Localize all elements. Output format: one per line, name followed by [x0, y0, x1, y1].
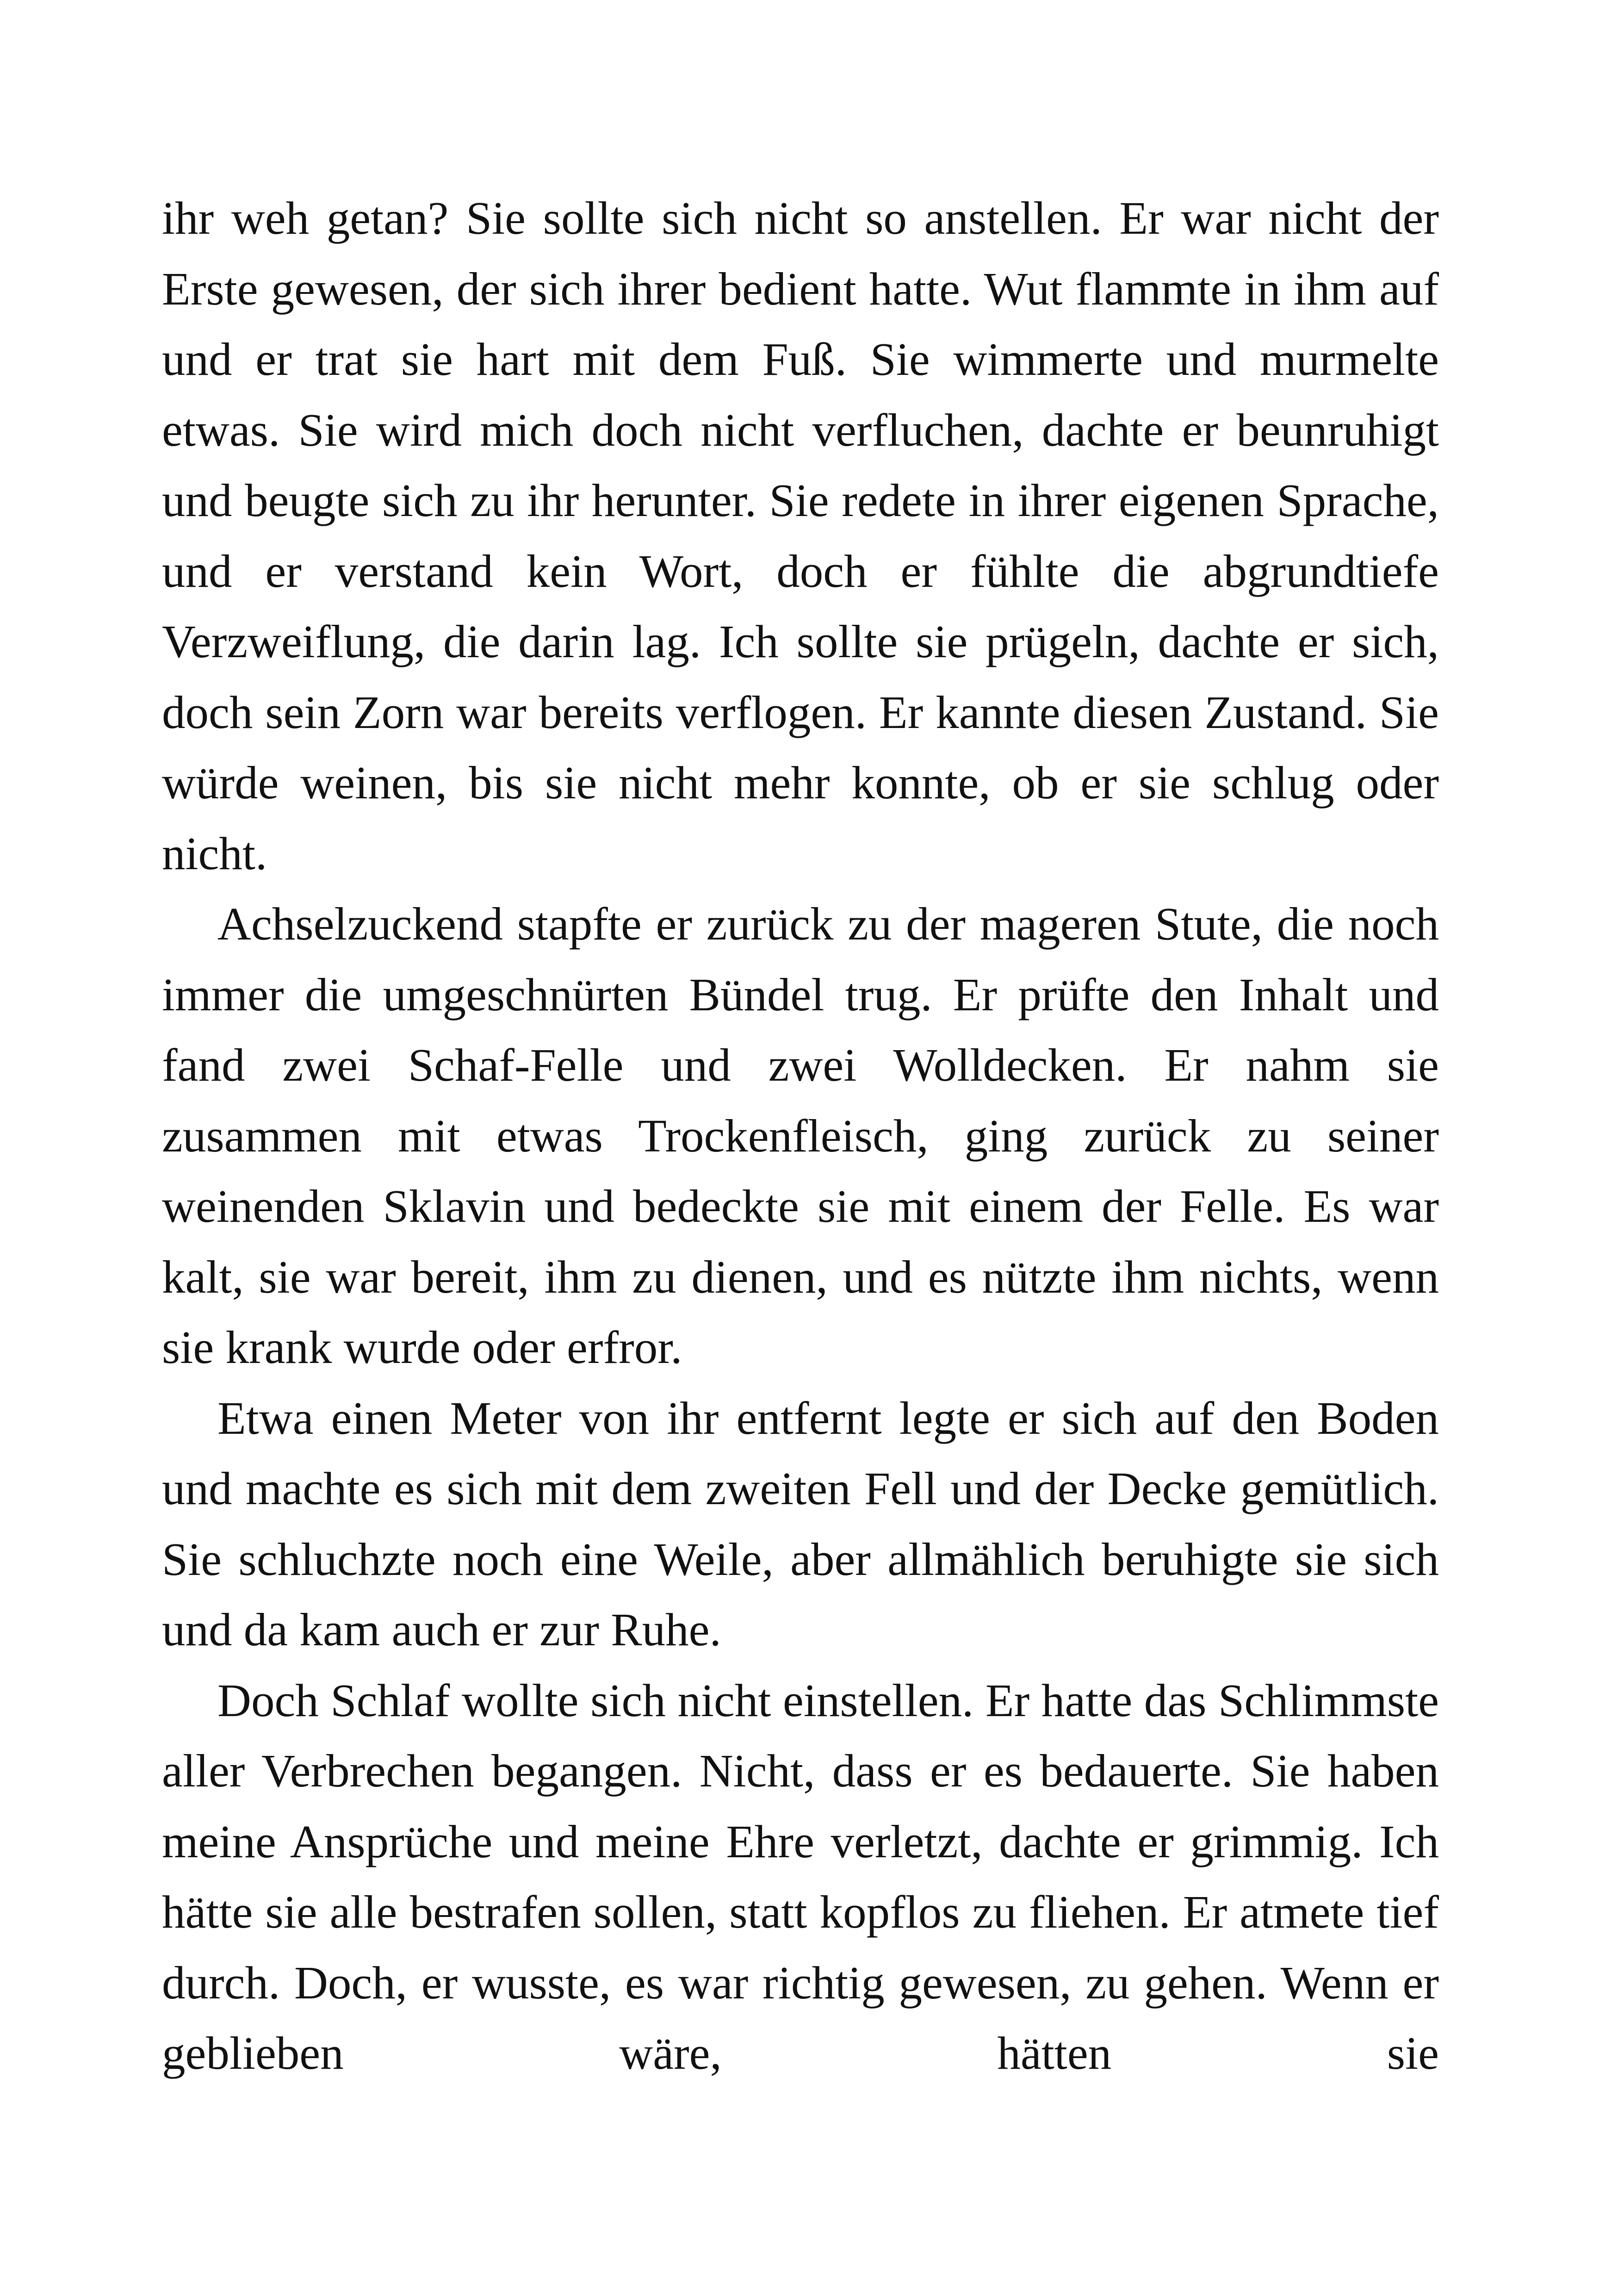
paragraph-3: Etwa einen Meter von ihr entfernt legte er sich auf den Boden und machte es sich mit dem zweiten Fell und der Decke gemütlich. Sie schluchzte noch eine Weile, aber allmählich beruhigte sie sich und da kam auch er zur Ruhe.: [162, 1392, 1439, 1655]
paragraph-2: Achselzuckend stapfte er zurück zu der mageren Stute, die noch immer die umgeschnürten Bündel trug. Er prüfte den Inhalt und fand zwei Schaf-Felle und zwei Wolldecken. Er nahm sie zusammen mit etwas Trockenfleisch, ging zurück zu seiner weinenden Sklavin und bedeckte sie mit einem der Felle. Es war kalt, sie war bereit, ihm zu dienen, und es nützte ihm nichts, wenn sie krank wurde oder erfror.: [162, 898, 1439, 1373]
paragraph-4: Doch Schlaf wollte sich nicht einstellen. Er hatte das Schlimmste aller Verbrechen begangen. Nicht, dass er es bedauerte. Sie haben meine Ansprüche und meine Ehre verletzt, dachte er grimmig. Ich hätte sie alle bestrafen sollen, statt kopflos zu fliehen. Er atmete tief durch. Doch, er wusste, es war richtig gewesen, zu gehen. Wenn er geblieben wäre, hätten sie: [162, 1674, 1439, 2079]
paragraph-1: ihr weh getan? Sie sollte sich nicht so anstellen. Er war nicht der Erste gewesen, der sich ihrer bedient hatte. Wut flammte in ihm auf und er trat sie hart mit dem Fuß. Sie wimmerte und murmelte etwas. Sie wird mich doch nicht verfluchen, dachte er beunruhigt und beugte sich zu ihr herunter. Sie redete in ihrer eigenen Sprache, und er verstand kein Wort, doch er fühlte die abgrundtiefe Verzweiflung, die darin lag. Ich sollte sie prügeln, dachte er sich, doch sein Zorn war bereits verflogen. Er kannte diesen Zustand. Sie würde weinen, bis sie nicht mehr konnte, ob er sie schlug oder nicht.: [162, 192, 1439, 879]
book-page-body: [162, 183, 1439, 2089]
